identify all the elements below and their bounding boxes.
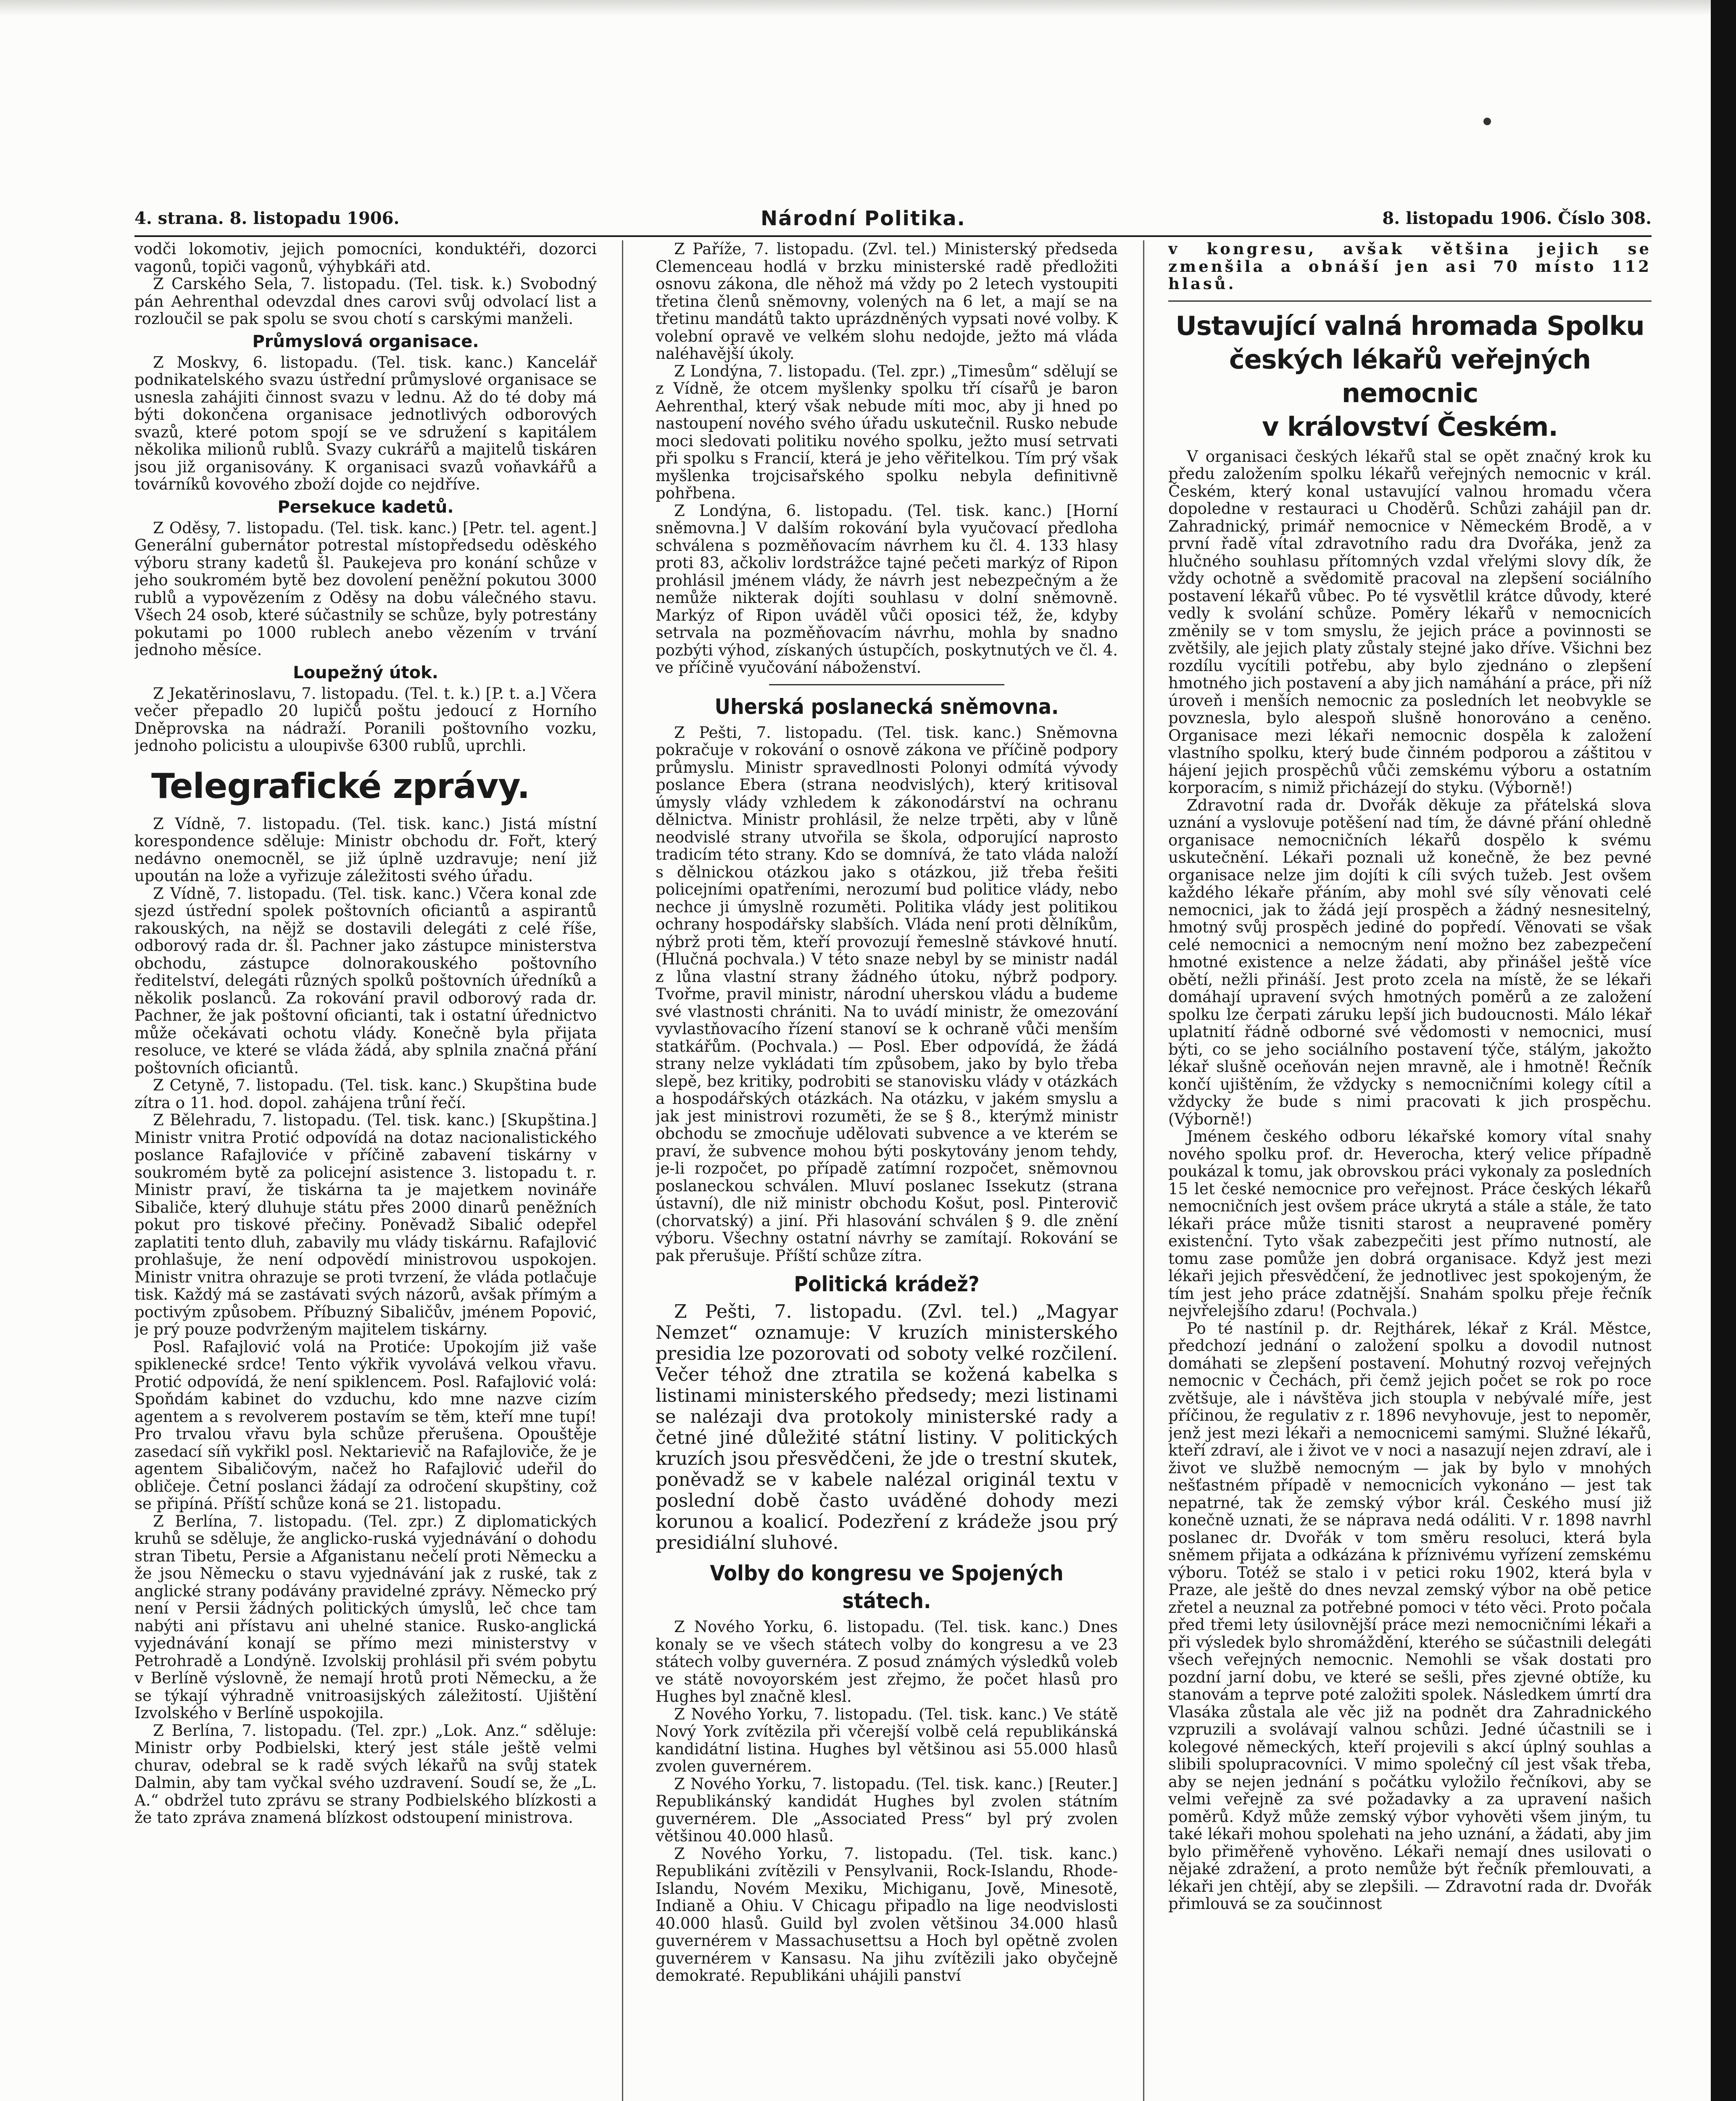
article-paragraph: Z Vídně, 7. listopadu. (Tel. tisk. kanc.) Včera konal zde sjezd ústřední spolek poštovních oficiantů a aspirantů rakouských, na nějž se dostavili delegáti z celé říše, odborový rada dr. šl. Pachner jako zástupce ministerstva obchodu, zástupce dolnorakouského poštovního ředitelství, delegáti různých spolků poštovních úředníků a několik poslanců. Za rokování pravil odborový rada dr. Pachner, že jak poštovní oficianti, tak i ostatní úřednictvo může očekávati ochotu vlády. Konečně byla přijata resoluce, ve které se vláda žádá, aby splnila značná přání poštovních oficiantů.: [134, 884, 597, 1077]
article-paragraph: Posl. Rafajlović volá na Protiće: Upokojím již vaše spiklenecké srdce! Tento výkřik vyvolává velkou vřavu. Protić odpovídá, že není spiklencem. Posl. Rafajlović volá: Spoňdám kabinet do vzduchu, kdo mne nazve cizím agentem a s revolverem postavím se těm, kteří mne tupí! Pro trvalou vřavu byla schůze přerušena. Opouštěje zasedací síň vykřikl posl. Nektarievič na Rafajloviče, že je agentem Sibaličovým, načež ho Rafajlović udeřil do obličeje. Četní poslanci žádají za odročení skupštiny, což se připíná. Příští schůze koná se 21. listopadu.: [134, 1337, 597, 1513]
column-2: [656, 240, 1118, 2101]
article-paragraph: Z Oděsy, 7. listopadu. (Tel. tisk. kanc.) [Petr. tel. agent.] Generální gubernátor potrestal místopředsedu oděského výboru strany kadetů šl. Paukejeva pro konání schůze v jeho soukromém bytě bez dovolení peněžní pokutou 3000 rublů a vypovězením z Oděsy na dobu válečného stavu. Všech 24 osob, které súčastnily se schůze, byly potrestány pokutami po 1000 rublech anebo vězením v trvání jednoho měsíce.: [134, 519, 597, 659]
masthead-title: Národní Politika.: [761, 207, 966, 230]
article-paragraph: Jménem českého odboru lékařské komory vítal snahy nového spolku prof. dr. Heverocha, který velice případně poukázal k tomu, jak obrovskou práci vykonaly za posledních 15 let české nemocnice pro veřejnost. Práce českých lékařů nemocničních jest ovšem práce ukrytá a stále a stále, že tato lékaři práce může tisniti starost a neupravené poměry existenční. Tyto však zabezpečiti jest přímo nutností, ale tomu zase pomůže jen dobrá organisace. Když jest mezi lékaři jejich přesvědčení, že jednotlivec jest spokojeným, že tím jest jeho práce zdatnější. Snahám spolku přeje řečník nejvřelejšího zdaru! (Pochvala.): [1168, 1127, 1652, 1320]
header-issue-right: 8. listopadu 1906. Číslo 308.: [1382, 208, 1652, 228]
article-paragraph: Zdravotní rada dr. Dvořák děkuje za přátelská slova uznání a vyslovuje potěšení nad tím, že dávné přání ohledně organisace nemocničních lékařů dospělo k svému uskutečnění. Lékaři poznali už konečně, že bez pevné organisace nelze jim dojíti k cíli svých tužeb. Jest ovšem každého lékaře přáním, aby mohl své síly věnovati celé nemocnici, jak to žádá její prospěch a žádný nesnesitelný, hmotný svůj prospěch jediné do popředí. Věnovati se však celé nemocnici a nemocným není možno bez zabezpečení hmotné existence a nelze žádati, aby přinášel ještě více obětí, nežli přináší. Jest proto zcela na místě, že se lékaři domáhají upravení svých hmotných poměrů a ze založení spolku lze čerpati záruku lepší jich budoucnosti. Málo lékař uplatnití řádně odborné své vědomosti v nemocnici, musí býti, co se jeho sociálního postavení týče, stálým, jakožto lékař slušně oceňován nejen mravně, ale i hmotně! Řečník končí ujištěním, že vždycky s nemocničními kolegy cítil a vždycky že bude s nimi pracovati k jich prospěchu. (Výborně!): [1168, 796, 1652, 1128]
header-date-left: 4. strana. 8. listopadu 1906.: [134, 208, 400, 228]
section-heading: Persekuce kadetů.: [277, 497, 454, 517]
article-paragraph: Z Nového Yorku, 7. listopadu. (Tel. tisk. kanc.) Republikáni zvítězili v Pensylvanii, Rock-Islandu, Rhode-Islandu, Novém Mexiku, Michiganu, Jově, Minesotě, Indianě a Ohiu. V Chicagu připadlo na lige neodvislosti 40.000 hlasů. Guild byl zvolen většinou 34.000 hlasů guvernérem v Massachusettsu a Hoch byl opětně zvolen guvernérem v Kansasu. Na jihu zvítězili jako obyčejně demokraté. Republikáni uhájili panství: [656, 1844, 1118, 1985]
article-paragraph: Z Vídně, 7. listopadu. (Tel. tisk. kanc.) Jistá místní korespondence sděluje: Ministr obchodu dr. Fořt, který nedávno onemocněl, se již úplně uzdravuje; není již upoután na lože a vyřizuje záležitosti svého úřadu.: [134, 814, 597, 885]
article-paragraph: Po té nastínil p. dr. Rejthárek, lékař z Král. Městce, předchozí jednání o založení spolku a dovodil nutnost domáhati se zlepšení postavení. Mohutný rozvoj veřejných nemocnic v Čechách, při čemž jejich počet se rok po roce zvětšuje, ale i návštěva jich stoupla v nebývalé míře, jest příčinou, že regulativ z r. 1896 nevyhovuje, jest to nepoměr, jenž jest mezi lékaři a nemocnicemi samými. Služné lékařů, kteří zdraví, ale i život ve v noci a nasazují nejen zdraví, ale i život ve službě nemocným — jak by bylo v mnohých nešťastném případě v nemocnicích vykonáno — jest tak nepatrné, tak že zemský výbor král. Českého musí již konečně uznati, že se náprava nedá odáliti. V r. 1898 navrhl poslanec dr. Dvořák v tom směru resoluci, která byla sněmem přijata a odkázána k příznivému vyřízení zemskému výboru. Totéž se stalo i v petici roku 1902, která byla v Praze, ale ještě do dnes nevzal zemský výbor na obě petice zřetel a neuznal za potřebné pomoci v této věci. Proto počala před třemi lety úsilovnější práce mezi nemocničními lékaři a při výsledek bylo shromáždění, kterého se súčastnili delegáti všech veřejných nemocnic. Nemohli se však dostati pro pozdní jarní dobu, ve které se sešli, přes zjevné obtíže, ku stanovám a teprve poté založiti spolek. Následkem úmrtí dra Vlasáka zůstala ale věc již na podnět dra Zahradnického vzpruzili a svolávají valnou schůzi. Jedné účastnili se i kolegové německých, kteří projevili s akcí úplný souhlas a slibili spolupracovníci. V mimo společný cíl jest však třeba, aby se nejen jednání s počátku vyložilo řečníkovi, aby se velmi veřejně za své požadavky a za upravení našich poměrů. Když může zemský výbor vyhověti všem jiným, tu také lékaři mohou spolehati na jeho uznání, a žádati, aby jim bylo přiměřeně vyhověno. Lékaři nemají dnes usilovati o nějaké zdražení, a proto nemůže být řečník přemlouvati, a lékaři jen chtějí, aby se zlepšili. — Zdravotní rada dr. Dvořák přimlouvá se za součinnost: [1168, 1319, 1652, 1913]
article-paragraph: Z Nového Yorku, 7. listopadu. (Tel. tisk. kanc.) Ve státě Nový York zvítězila při včerejší volbě celá republikánská kandidátní listina. Hughes byl většinou asi 55.000 hlasů zvolen guvernérem.: [656, 1705, 1118, 1775]
article-paragraph: Z Moskvy, 6. listopadu. (Tel. tisk. kanc.) Kancelář podnikatelského svazu ústřední průmyslové organisace se usnesla zahájiti činnost svazu v lednu. Až do té doby má býti dokončena organisace jednotlivých odborových svazů, které potom spojí se ve sdružení s kapitálem několika milionů rublů. Svazy cukrářů a majitelů tiskáren jsou již organisovány. K organisaci svazů voňavkářů a továrníků kovového zboží dojde co nejdříve.: [134, 353, 597, 493]
article-paragraph: v kongresu, avšak většina jejich se zmenšila a obnáší jen asi 70 místo 112 hlasů.: [1168, 240, 1652, 293]
header-rule: [134, 235, 1652, 237]
article-paragraph: Z Londýna, 7. listopadu. (Tel. zpr.) „Timesům“ sdělují se z Vídně, že otcem myšlenky spolku tří císařů je baron Aehrenthal, který však nebude míti moc, aby ji hned po nastoupení nového svého úřadu uskutečnil. Rusko nebude moci sledovati politiku nového spolku, ježto musí setrvati při spolku s Francií, která je jeho věřitelkou. Tím prý však myšlenka trojcisařského spolku nebyla definitivně pohřbena.: [656, 362, 1118, 502]
article-paragraph: Z Londýna, 6. listopadu. (Tel. tisk. kanc.) [Horní sněmovna.] V dalším rokování byla vyučovací předloha schválena s pozměňovacím návrhem ku čl. 4. 133 hlasy proti 83, ačkoliv lordstrážce tajné pečeti markýz of Ripon prohlásil jménem vlády, že návrh jest nebezpečným a že nemůže nikterak dojíti souhlasu v dolní sněmovně. Markýz of Ripon uváděl vůči oposici též, že, kdyby setrvala na pozměňovacím návrhu, mohla by snadno pozbýti výhod, získaných ústupčích, poskytnutých ve čl. 4. ve příčině vyučování náboženství.: [656, 501, 1118, 677]
article-paragraph: vodči lokomotiv, jejich pomocníci, konduktéři, dozorci vagonů, topiči vagonů, výhybkáři atd.: [134, 240, 597, 276]
article-paragraph: Z Carského Sela, 7. listopadu. (Tel. tisk. k.) Svobodný pán Aehrenthal odevzdal dnes carovi svůj odvolací list a rozloučil se pak spolu se svou chotí s carskými manželi.: [134, 275, 597, 328]
article-paragraph: Z Nového Yorku, 7. listopadu. (Tel. tisk. kanc.) [Reuter.] Republikánský kandidát Hughes byl zvolen státním guvernérem. Dle „Associated Press“ byl prý zvolen většinou 40.000 hlasů.: [656, 1775, 1118, 1845]
section-heading: českých lékařů veřejných nemocnic: [1229, 344, 1591, 408]
section-heading: Ustavující valná hromada Spolku: [1175, 310, 1644, 341]
scan-top-edge: [0, 0, 1736, 16]
column-1: [134, 240, 597, 2101]
article-paragraph: Z Jekatěrinoslavu, 7. listopadu. (Tel. t. k.) [P. t. a.] Včera večer přepadlo 20 lupičů poštu jedoucí z Horního Dněprovska na nádraží. Poranili poštovního vozku, jednoho policistu a uloupivše 6300 rublů, uprchli.: [134, 684, 597, 755]
article-paragraph: Z Pešti, 7. listopadu. (Zvl. tel.) „Magyar Nemzet“ oznamuje: V kruzích ministerského presidia lze pozorovati od soboty velké rozčilení. Večer téhož dne ztratila se kožená kabelka s listinami ministerského předsedy; mezi listinami se nalézaji dva protokoly ministerské rady a četné jiné důležité státní listiny. V politických kruzích jsou přesvědčeni, že jde o trestní skutek, poněvadž se v kabele nalézal originál textu v poslední době často uváděné dohody mezi korunou a koalicí. Podezření z krádeže jsou prý presidiální sluhové.: [656, 1301, 1118, 1553]
article-paragraph: Z Bělehradu, 7. listopadu. (Tel. tisk. kanc.) [Skupština.] Ministr vnitra Protić odpovídá na dotaz nacionalistického poslance Rafajloviće v příčině zabavení tiskárny v soukromém bytě za policejní asistence 3. listopadu t. r. Ministr praví, že tiskárna ta je majetkem novináře Sibaliče, který dluhuje státu přes 2000 dinarů peněžních pokut pro tiskové přečiny. Poněvadž Sibalić odepřel zaplatiti tento dluh, zabavily mu vlády tiskárnu. Rafajlović prohlašuje, že není odpovědí ministrovou uspokojen. Ministr vnitra ohrazuje se proti tvrzení, že vláda potlačuje tisk. Každý má se zastávati svých názorů, avšak přímým a poctivým způsobem. Příbuzný Sibaličův, jménem Popović, je prý pouze podvrženým majitelem tiskárny.: [134, 1111, 597, 1338]
article-paragraph: V organisaci českých lékařů stal se opět značný krok ku předu založením spolku lékařů veřejných nemocnic v král. Českém, který konal ustavující valnou hromadu včera dopoledne v restauraci u Choděrů. Schůzi zahájil pan dr. Zahradnický, primář nemocnice v Německém Brodě, a v první řadě vítal zdravotního radu dra Dvořáka, jenž za hlučného souhlasu přítomných vzdal vřelými slovy dík, že vždy ochotně a svědomitě pracoval na zlepšení sociálního postavení lékařů vůbec. Po té vysvětlil krátce důvody, které vedly k svolání schůze. Poměry lékařů v nemocnicích změnily se v tom smyslu, že jejich práce a povinnosti se zvětšily, ale jejich platy zůstaly stejné jako dříve. Všichni bez rozdílu vycítili potřebu, aby bylo zjednáno o zlepšení hmotného jich postavení a aby jich namáhání a práce, při níž úroveň i menších nemocnic za posledních let neobvykle se povznesla, bylo alespoň slušně honorováno a ceněno. Organisace mezi lékaři nemocnic dospěla k založení vlastního spolku, který bude činném podporou a záštitou v hájení jejich prospěchů vůči zemskému výboru a ostatním korporacím, s nimiž přicházejí do styku. (Výborně!): [1168, 447, 1652, 797]
article-paragraph: Z Pešti, 7. listopadu. (Tel. tisk. kanc.) Sněmovna pokračuje v rokování o osnově zákona ve příčině podpory průmyslu. Ministr spravedlnosti Polonyi odmítá vývody poslance Ebera (strana neodvislých), který kritisoval úmysly vlády vzhledem k zákonodárství na ochranu dělnictva. Ministr prohlásil, že nelze trpěti, aby v lůně neodvislé strany utvořila se škola, odporující naprosto tradicím této strany. Kdo se domnívá, že tato vláda naloží s dělnickou otázkou jako s otázkou, již třeba řešiti policejními opatřeními, nerozumí bud politice vlády, nebo nechce ji úmyslně rozuměti. Politika vlády jest politikou ochrany hospodářsky slabších. Vláda není proti dělníkům, nýbrž proti těm, kteří provozují řemeslně stávkové hnutí. (Hlučná pochvala.) V této snaze nebyl by se ministr nadál z lůna vlastní strany žádného útoku, nýbrž podpory. Tvořme, pravil ministr, národní uherskou vládu a budeme své vlastnosti chrániti. Na to uvádí ministr, že omezování vyvlastňovacího řízení stanoví se k ochraně vůči menším statkářům. (Pochvala.) — Posl. Eber odpovídá, že žádá strany nelze vykládati tím způsobem, jako by bylo třeba slepě, bez kritiky, podrobiti se stanovisku vlády v otázkách a hospodářských otázkách. Na otázku, v jakém smyslu a jak jest ministrovi rozuměti, že se § 8., kterýmž ministr obchodu se zmocňuje udělovati subvence a ve kterém se praví, že subvence mohou býti poskytovány jenom tehdy, je-li rozpočet, po případě zatímní rozpočet, sněmovnou poslaneckou schválen. Mluví poslanec Issekutz (strana ústavní), dle niž ministr obchodu Košut, posl. Pinterovič (chorvatský) a jiní. Při hlasování schválen § 9. dle znění výboru. Všechny ostatní návrhy se zamítají. Rokování se pak přerušuje. Příští schůze zítra.: [656, 723, 1118, 1265]
scan-right-border: [1711, 0, 1736, 2101]
ink-spot: [1483, 118, 1491, 125]
section-rule: [769, 684, 1004, 685]
article-paragraph: Z Paříže, 7. listopadu. (Zvl. tel.) Ministerský předseda Clemenceau hodlá v brzku ministerské radě předložiti osnovu zákona, dle něhož má vždy po 2 letech vystoupiti třetina členů sněmovny, volených na 6 let, a mají se na třetinu mandátů takto uprázdněných vypsati nové volby. K volební opravě ve velkém slohu nedojde, ježto má vláda naléhavější úkoly.: [656, 240, 1118, 363]
section-heading: Průmyslová organisace.: [252, 332, 479, 351]
column-divider: [1143, 240, 1144, 2101]
section-heading: Volby do kongresu ve Spojených státech.: [710, 1561, 1064, 1613]
column-3: [1168, 240, 1652, 2101]
page-header: [134, 208, 1652, 234]
section-title-telegrams: Telegrafické zprávy.: [151, 766, 530, 806]
article-paragraph: Z Nového Yorku, 6. listopadu. (Tel. tisk. kanc.) Dnes konaly se ve všech státech volby do kongresu a ve 23 státech volby guvernéra. Z posud známých výsledků voleb ve státě novoyorském jest zřejmo, že počet hlasů pro Hughes byl značně klesl.: [656, 1618, 1118, 1706]
section-heading: Politická krádež?: [794, 1272, 980, 1296]
article-paragraph: Z Cetyně, 7. listopadu. (Tel. tisk. kanc.) Skupština bude zítra o 11. hod. dopol. zahájena trůní řečí.: [134, 1076, 597, 1112]
section-heading: Loupežný útok.: [293, 663, 438, 682]
section-rule: [1168, 300, 1652, 302]
section-heading: Uherská poslanecká sněmovna.: [714, 694, 1059, 719]
article-paragraph: Z Berlína, 7. listopadu. (Tel. zpr.) Z diplomatických kruhů se sděluje, že anglicko-ruská vyjednávání o dohodu stran Tibetu, Persie a Afganistanu nečelí proti Německu a že jsou Německu o stavu vyjednávání jak z ruské, tak z anglické strany podávány pravidelné zprávy. Německo prý není v Persii žádných politických úmyslů, leč chce tam nabýti ani přístavu ani uhelné stanice. Rusko-anglická vyjednávání konají se přímo mezi ministerstvy v Petrohradě a Londýně. Izvolskij prohlásil při svém pobytu v Berlíně výslovně, že nemají hrotů proti Německu, a že se týkají výhradně vnitroasijských záležitostí. Ujištění Izvolského v Berlíně uspokojila.: [134, 1512, 597, 1722]
article-paragraph: Z Berlína, 7. listopadu. (Tel. zpr.) „Lok. Anz.“ sděluje: Ministr orby Podbielski, který jest stále ještě velmi churav, odebral se k radě svých lékařů na svůj statek Dalmin, aby tam vyčkal svého uzdravení. Soudí se, že „L. A.“ obdržel tuto zprávu se strany Podbielského blízkosti a že tato zpráva znamená blízkost odstoupení ministrova.: [134, 1721, 597, 1827]
section-heading: v království Českém.: [1262, 411, 1558, 442]
column-divider: [622, 240, 623, 2101]
